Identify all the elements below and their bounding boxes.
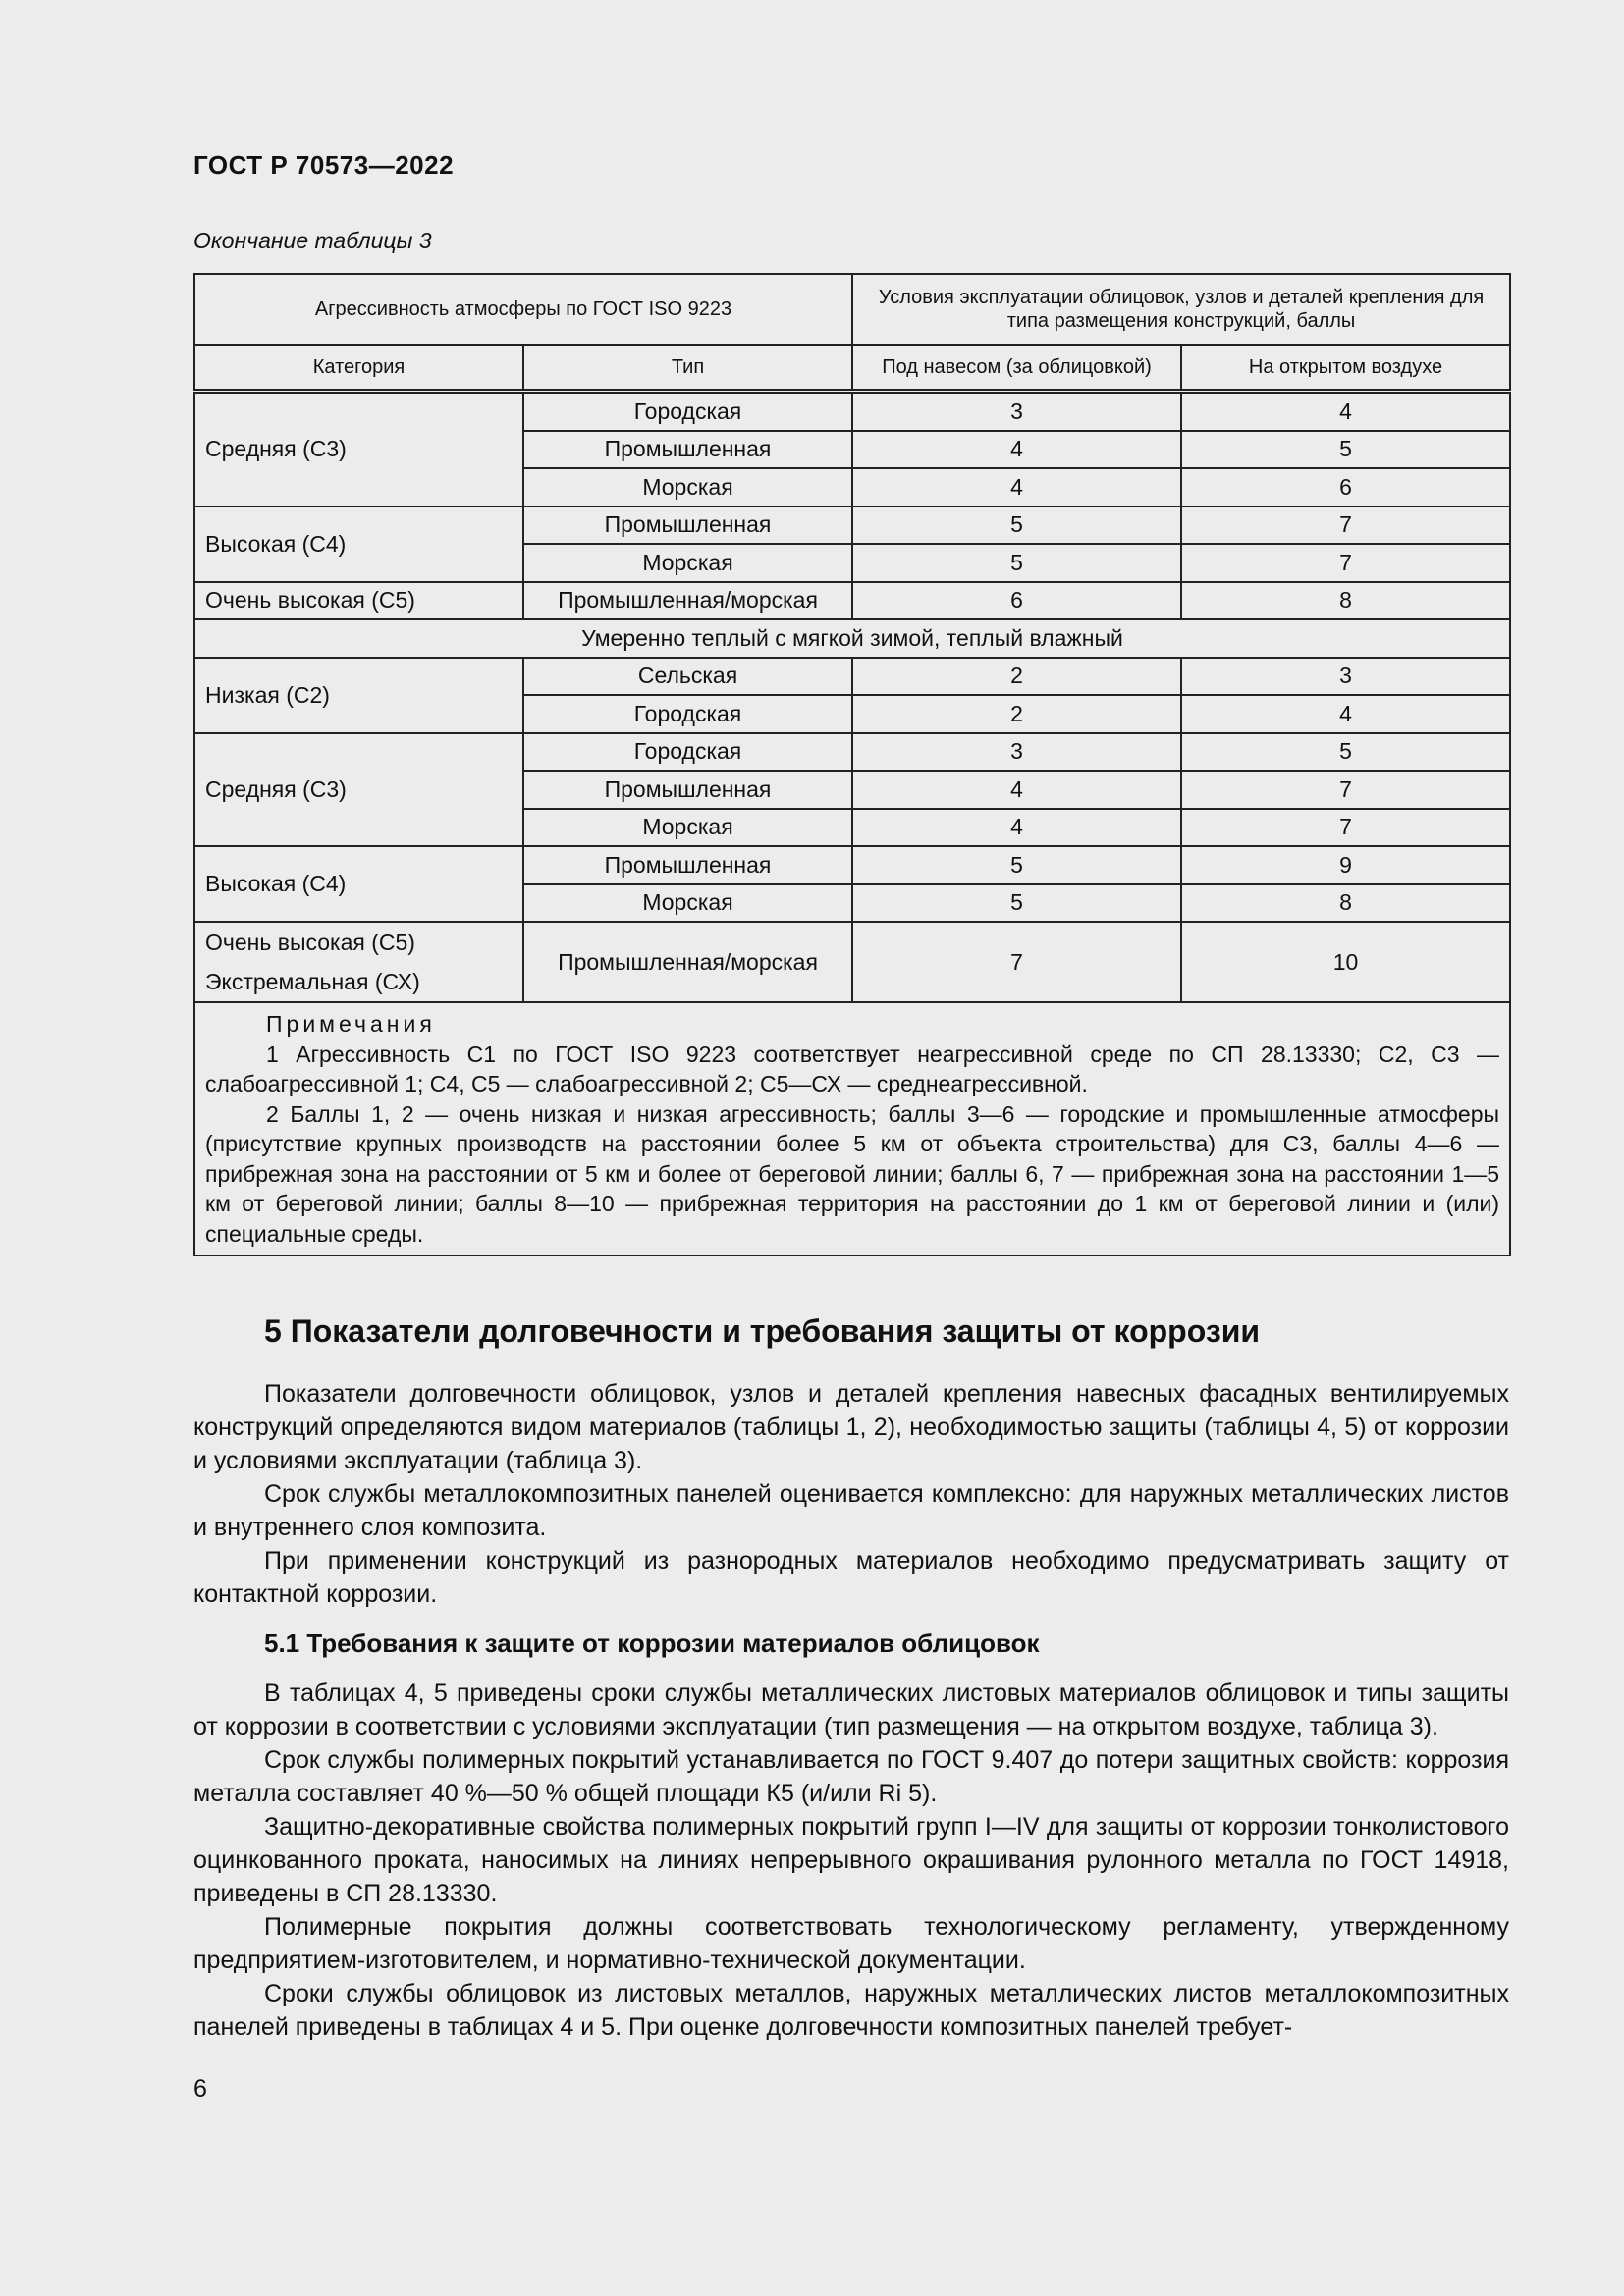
- open-air-cell: 5: [1181, 733, 1510, 772]
- category-line: Очень высокая (С5): [205, 930, 415, 955]
- type-cell: Промышленная/морская: [523, 582, 852, 620]
- type-cell: Морская: [523, 809, 852, 847]
- canopy-cell: 2: [852, 658, 1181, 696]
- paragraph: Защитно-декоративные свойства полимерных покрытий групп I—IV для защиты от коррозии тонколистового оцинкованного проката, наносимых на линиях непрерывного окрашивания рулонного металла по ГОСТ 14918, приведены в СП 28.13330.: [193, 1813, 1509, 1907]
- section-5-1-heading: 5.1 Требования к защите от коррозии материалов облицовок: [264, 1629, 1040, 1658]
- type-cell: Морская: [523, 468, 852, 507]
- canopy-cell: 7: [852, 922, 1181, 1002]
- canopy-cell: 5: [852, 884, 1181, 923]
- paragraph: Срок службы металлокомпозитных панелей оценивается комплексно: для наружных металлических листов и внутреннего слоя композита.: [193, 1480, 1509, 1541]
- canopy-cell: 4: [852, 468, 1181, 507]
- open-air-cell: 8: [1181, 582, 1510, 620]
- category-cell: Высокая (С4): [194, 846, 523, 922]
- table-row: [194, 619, 1510, 658]
- type-cell: Сельская: [523, 658, 852, 696]
- open-air-cell: 4: [1181, 392, 1510, 431]
- type-cell: Промышленная: [523, 771, 852, 809]
- type-cell: Городская: [523, 392, 852, 431]
- paragraph: В таблицах 4, 5 приведены сроки службы металлических листовых материалов облицовок и типы защиты от коррозии в соответствии с условиями эксплуатации (тип размещения — на открытом воздухе, таблица 3).: [193, 1680, 1509, 1740]
- type-cell: Промышленная: [523, 846, 852, 884]
- category-cell: [194, 922, 523, 1002]
- header-conditions: Условия эксплуатации облицовок, узлов и деталей крепления для типа размещения конструкций, баллы: [852, 274, 1510, 345]
- open-air-cell: 7: [1181, 771, 1510, 809]
- canopy-cell: 5: [852, 507, 1181, 545]
- notes-title: Примечания: [266, 1011, 436, 1037]
- canopy-cell: 4: [852, 809, 1181, 847]
- canopy-cell: 6: [852, 582, 1181, 620]
- category-cell: Низкая (С2): [194, 658, 523, 733]
- header-canopy: Под навесом (за облицовкой): [852, 345, 1181, 392]
- open-air-cell: 6: [1181, 468, 1510, 507]
- paragraph: При применении конструкций из разнородных материалов необходимо предусматривать защиту от контактной коррозии.: [193, 1547, 1509, 1608]
- type-cell: Городская: [523, 695, 852, 733]
- canopy-cell: 5: [852, 544, 1181, 582]
- canopy-cell: 2: [852, 695, 1181, 733]
- open-air-cell: 10: [1181, 922, 1510, 1002]
- canopy-cell: 3: [852, 392, 1181, 431]
- open-air-cell: 3: [1181, 658, 1510, 696]
- note-1: 1 Агрессивность С1 по ГОСТ ISO 9223 соответствует неагрессивной среде по СП 28.13330; С2, С3 — слабоагрессивной 1; С4, С5 — слабоагрессивной 2; С5—СХ — среднеагрессивной.: [205, 1041, 1500, 1096]
- header-aggressiveness: Агрессивность атмосферы по ГОСТ ISO 9223: [194, 274, 852, 345]
- open-air-cell: 7: [1181, 544, 1510, 582]
- table-caption: Окончание таблицы 3: [193, 228, 432, 253]
- type-cell: Городская: [523, 733, 852, 772]
- canopy-cell: 4: [852, 771, 1181, 809]
- canopy-cell: 3: [852, 733, 1181, 772]
- header-open-air: На открытом воздухе: [1181, 345, 1510, 392]
- table-row: [194, 507, 1510, 545]
- category-line: Экстремальная (СХ): [205, 969, 420, 994]
- category-cell: Очень высокая (С5): [194, 582, 523, 620]
- section-5-body: [193, 1377, 1509, 1611]
- table-row: [194, 658, 1510, 696]
- table-notes: [194, 1002, 1510, 1255]
- open-air-cell: 7: [1181, 507, 1510, 545]
- open-air-cell: 9: [1181, 846, 1510, 884]
- section-5-1-body: [193, 1677, 1509, 2044]
- climate-zone-row: Умеренно теплый с мягкой зимой, теплый влажный: [194, 619, 1510, 658]
- page-number: 6: [193, 2075, 207, 2103]
- header-type: Тип: [523, 345, 852, 392]
- table-row: [194, 733, 1510, 772]
- type-cell: Морская: [523, 544, 852, 582]
- paragraph: Полимерные покрытия должны соответствовать технологическому регламенту, утвержденному предприятием-изготовителем, и нормативно-технической документации.: [193, 1913, 1509, 1974]
- open-air-cell: 4: [1181, 695, 1510, 733]
- document-header: ГОСТ Р 70573—2022: [193, 150, 455, 180]
- canopy-cell: 4: [852, 431, 1181, 469]
- category-cell: Высокая (С4): [194, 507, 523, 582]
- open-air-cell: 8: [1181, 884, 1510, 923]
- table-row: [194, 582, 1510, 620]
- type-cell: Морская: [523, 884, 852, 923]
- paragraph: Сроки службы облицовок из листовых металлов, наружных металлических листов металлокомпозитных панелей приведены в таблицах 4 и 5. При оценке долговечности композитных панелей требует-: [193, 1980, 1509, 2041]
- paragraph: Срок службы полимерных покрытий устанавливается по ГОСТ 9.407 до потери защитных свойств: коррозия металла составляет 40 %—50 % общей площади К5 (и/или Ri 5).: [193, 1746, 1509, 1807]
- category-cell: Средняя (С3): [194, 733, 523, 847]
- type-cell: Промышленная/морская: [523, 922, 852, 1002]
- table-row: [194, 846, 1510, 884]
- type-cell: Промышленная: [523, 431, 852, 469]
- table-row: [194, 922, 1510, 1002]
- notes-row: [194, 1002, 1510, 1255]
- open-air-cell: 5: [1181, 431, 1510, 469]
- category-cell: Средняя (С3): [194, 392, 523, 507]
- section-5-heading: 5 Показатели долговечности и требования защиты от коррозии: [264, 1313, 1261, 1349]
- canopy-cell: 5: [852, 846, 1181, 884]
- type-cell: Промышленная: [523, 507, 852, 545]
- note-2: 2 Баллы 1, 2 — очень низкая и низкая агрессивность; баллы 3—6 — городские и промышленные атмосферы (присутствие крупных производств на расстоянии более 5 км от объекта строительства) для С3, баллы 4—6 — прибрежная зона на расстоянии от 5 км и более от береговой линии; баллы 6, 7 — прибрежная зона на расстоянии 1—5 км от береговой линии; баллы 8—10 — прибрежная территория на расстоянии до 1 км от береговой линии и (или) специальные среды.: [205, 1100, 1500, 1247]
- open-air-cell: 7: [1181, 809, 1510, 847]
- table-3: [193, 273, 1511, 1256]
- paragraph: Показатели долговечности облицовок, узлов и деталей крепления навесных фасадных вентилируемых конструкций определяются видом материалов (таблицы 1, 2), необходимостью защиты (таблицы 4, 5) от коррозии и условиями эксплуатации (таблица 3).: [193, 1380, 1509, 1474]
- header-category: Категория: [194, 345, 523, 392]
- table-row: [194, 392, 1510, 431]
